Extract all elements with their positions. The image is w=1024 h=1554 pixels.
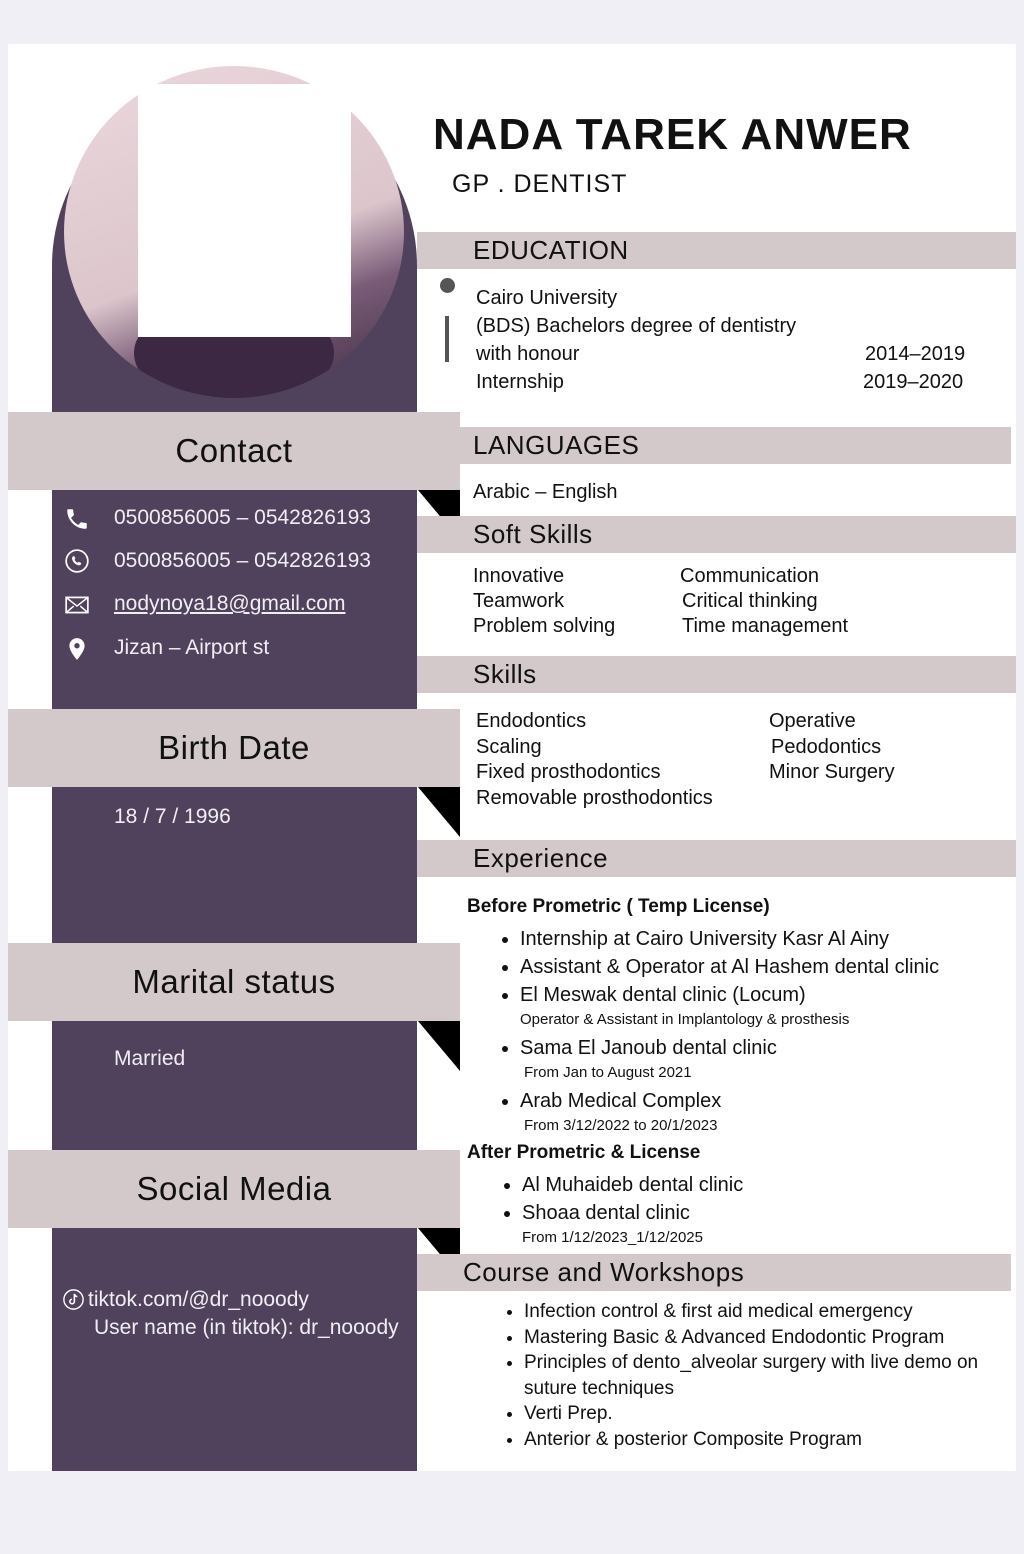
course-item: • Anterior & posterior Composite Program bbox=[524, 1427, 1010, 1453]
email-icon bbox=[64, 592, 90, 618]
course-item: • Principles of dento_alveolar surgery with live demo on suture techniques bbox=[524, 1350, 1010, 1401]
experience-item-text: Assistant & Operator at Al Hashem dental clinic bbox=[520, 956, 940, 978]
skill-item: Removable prosthodontics bbox=[476, 786, 713, 809]
languages-header bbox=[460, 427, 1011, 464]
skill-item: Scaling bbox=[476, 735, 542, 758]
whatsapp-number: 0500856005 – 0542826193 bbox=[114, 549, 371, 572]
experience-item-note: From 3/12/2022 to 20/1/2023 bbox=[524, 1117, 718, 1134]
tiktok-link[interactable]: tiktok.com/@dr_nooody bbox=[88, 1288, 309, 1311]
candidate-name: NADA TAREK ANWER bbox=[433, 110, 912, 159]
experience-before-list bbox=[498, 925, 1016, 1137]
soft-skill-item: Communication bbox=[680, 565, 819, 587]
resume-page bbox=[8, 44, 1016, 1471]
birth-date: 18 / 7 / 1996 bbox=[114, 805, 231, 828]
experience-item bbox=[522, 1199, 1016, 1249]
job-title: GP . DENTIST bbox=[452, 170, 628, 198]
skills-heading: Skills bbox=[473, 659, 537, 689]
education-honour: with honour bbox=[476, 343, 580, 365]
marital-band bbox=[8, 943, 460, 1021]
soft-skill-item: Time management bbox=[682, 615, 848, 637]
education-honour-years: 2014–2019 bbox=[865, 343, 966, 365]
marital-status: Married bbox=[114, 1047, 186, 1070]
skills-left bbox=[476, 709, 713, 811]
soft-skill-item: Critical thinking bbox=[682, 590, 818, 612]
experience-item-text: Arab Medical Complex bbox=[520, 1090, 722, 1112]
skills-right bbox=[769, 709, 895, 786]
education-degree: (BDS) Bachelors degree of dentistry bbox=[476, 315, 797, 337]
soft-skill-item: Teamwork bbox=[473, 590, 565, 612]
experience-item bbox=[520, 953, 1016, 981]
experience-item bbox=[520, 1034, 1016, 1084]
photo-redaction bbox=[138, 84, 351, 337]
birth-band bbox=[8, 709, 460, 787]
skill-item: Endodontics bbox=[476, 710, 587, 732]
experience-heading: Experience bbox=[473, 843, 609, 873]
band-corner bbox=[418, 787, 460, 837]
education-header bbox=[417, 232, 1016, 269]
experience-item-text: Internship at Cairo University Kasr Al Ainy bbox=[520, 928, 890, 950]
phone-icon bbox=[64, 506, 90, 532]
skill-item: Minor Surgery bbox=[769, 761, 895, 783]
contact-band bbox=[8, 412, 460, 490]
timeline-line bbox=[445, 316, 449, 362]
experience-item-note: Operator & Assistant in Implantology & prosthesis bbox=[520, 1011, 850, 1028]
soft-skill-item: Problem solving bbox=[473, 615, 616, 637]
experience-item-text: Sama El Janoub dental clinic bbox=[520, 1037, 777, 1059]
skill-item: Operative bbox=[769, 710, 856, 732]
email-link[interactable]: nodynoya18@gmail.com bbox=[114, 592, 346, 615]
education-internship: Internship bbox=[476, 371, 564, 393]
experience-item bbox=[520, 925, 1016, 953]
tiktok-username: User name (in tiktok): dr_nooody bbox=[94, 1316, 399, 1339]
skill-item: Fixed prosthodontics bbox=[476, 761, 661, 783]
experience-after-title: After Prometric & License bbox=[467, 1142, 701, 1163]
soft-skill-item: Innovative bbox=[473, 565, 565, 587]
experience-item-note: From Jan to August 2021 bbox=[524, 1064, 692, 1081]
experience-item bbox=[520, 981, 1016, 1031]
skills-header bbox=[417, 656, 1016, 693]
experience-item bbox=[522, 1171, 1016, 1199]
contact-heading: Contact bbox=[175, 432, 293, 469]
languages-value: Arabic – English bbox=[473, 481, 618, 503]
social-heading: Social Media bbox=[136, 1170, 332, 1207]
course-item: • Verti Prep. bbox=[524, 1401, 1010, 1427]
tiktok-icon bbox=[63, 1289, 84, 1310]
experience-item-note: From 1/12/2023_1/12/2025 bbox=[522, 1229, 703, 1246]
courses-list bbox=[502, 1299, 1010, 1452]
timeline-dot bbox=[440, 278, 455, 293]
experience-item-text: Shoaa dental clinic bbox=[522, 1202, 690, 1224]
experience-after-list bbox=[500, 1171, 1016, 1249]
experience-item bbox=[520, 1087, 1016, 1137]
location-pin-icon bbox=[64, 636, 90, 662]
education-internship-years: 2019–2020 bbox=[863, 371, 964, 393]
whatsapp-icon bbox=[64, 548, 90, 574]
soft-skills-heading: Soft Skills bbox=[473, 519, 593, 549]
education-heading: EDUCATION bbox=[473, 235, 629, 265]
course-item: • Infection control & first aid medical emergency bbox=[524, 1299, 1010, 1325]
courses-header bbox=[417, 1254, 1011, 1291]
education-university: Cairo University bbox=[476, 287, 618, 309]
soft-skills-left bbox=[473, 564, 615, 639]
social-band bbox=[8, 1150, 460, 1228]
soft-skills-right bbox=[680, 564, 848, 639]
languages-heading: LANGUAGES bbox=[473, 430, 640, 460]
experience-item-text: Al Muhaideb dental clinic bbox=[522, 1174, 744, 1196]
soft-skills-header bbox=[417, 516, 1016, 553]
courses-heading: Course and Workshops bbox=[463, 1257, 745, 1287]
address: Jizan – Airport st bbox=[114, 636, 270, 659]
band-corner bbox=[418, 1021, 460, 1071]
skill-item: Pedodontics bbox=[771, 735, 882, 758]
experience-before-title: Before Prometric ( Temp License) bbox=[467, 896, 770, 917]
experience-item-text: El Meswak dental clinic (Locum) bbox=[520, 984, 806, 1006]
experience-header bbox=[417, 840, 1016, 877]
birth-heading: Birth Date bbox=[158, 729, 310, 766]
course-item: • Mastering Basic & Advanced Endodontic Program bbox=[524, 1325, 1010, 1351]
phone-number: 0500856005 – 0542826193 bbox=[114, 506, 371, 529]
marital-heading: Marital status bbox=[132, 963, 336, 1000]
